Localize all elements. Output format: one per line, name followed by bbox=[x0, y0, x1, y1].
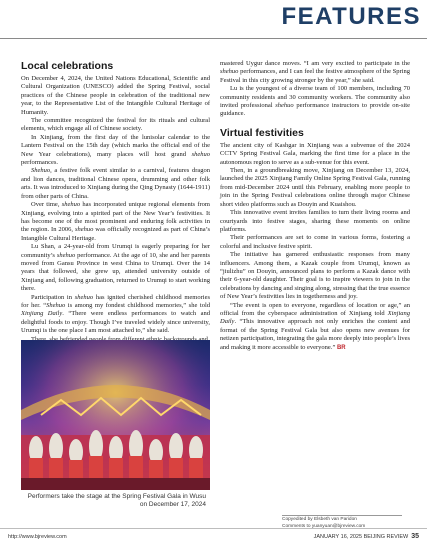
paragraph: Participation in shehuo has ignited cherished childhood memories for her. “Shehuo is among my fondest childhood memories,” she told Xinjiang Daily. “There were endless performances to watch and delightful foods to enjoy. Though I’ve traveled widely since university, Urumqi is the one place I am most attached to,” she said. bbox=[21, 293, 210, 335]
right-column bbox=[220, 60, 410, 352]
header-divider bbox=[0, 38, 427, 39]
paragraph: This innovative event invites families to turn their living rooms and courtyards into festive stages, sharing these moments on online platforms. bbox=[220, 209, 410, 233]
paragraph: The initiative has garnered enthusiastic responses from many influencers. Among them, a Kazak couple from Urumqi, known as “jiulizhu” on Douyin, announced plans to perform a Kazak dance with their 6-year-old daughter. Their goal is to inspire viewers to join in the celebrations by dancing and singing along, stressing that the true essence of New Year’s festivities lies in togetherness and joy. bbox=[220, 251, 410, 301]
footer-divider bbox=[0, 528, 427, 529]
issue-label: JANUARY 16, 2025 BEIJING REVIEW bbox=[313, 534, 409, 540]
section-heading-virtual: Virtual festivities bbox=[220, 126, 304, 139]
paragraph: On December 4, 2024, the United Nations Educational, Scientific and Cultural Organization (UNESCO) added the Spring Festival, social practices of the Chinese people in celebration of the traditional new year, to the Representative List of the Intangible Cultural Heritage of Humanity. bbox=[21, 75, 210, 116]
page-number: 35 bbox=[411, 533, 419, 540]
photo-caption: Performers take the stage at the Spring Festival Gala in Wusu on December 17, 2024 bbox=[27, 493, 206, 508]
paragraph-final-text: “The event is open to everyone, regardless of location or age,” an official from the cyberspace administration of Xinjiang told Xinjiang Daily. “This innovative approach not only enriches the content and format of the Spring Festival Gala but also opens new avenues for netizen participation, integrating the gala more deeply into people’s lives and making it more accessible to everyone.” bbox=[220, 301, 410, 351]
left-column bbox=[21, 60, 210, 344]
comments-line: Comments to yuanyuan@bjreview.com bbox=[282, 523, 366, 529]
end-mark: BR bbox=[336, 344, 346, 351]
footer-issue bbox=[314, 533, 419, 540]
paragraph: Over time, shehuo has incorporated unique regional elements from Xinjiang, evolving into a spirited part of the New Year’s festivities. It has become one of the most prominent and enduring folk activities in the region. In 2006, shehuo was officially recognized as part of China’s Intangible Cultural Heritage. bbox=[21, 201, 210, 242]
paragraph: Lu Shan, a 24-year-old from Urumqi is eagerly preparing for her community’s shehuo performance. At the age of 10, she and her parents moved from Gansu Province in west China to Urumqi. Over the 14 years that followed, she grew up, attended university outside of Xinjiang and, following graduation, returned to Urumqi to start working there. bbox=[21, 243, 210, 293]
section-heading-local: Local celebrations bbox=[21, 60, 114, 72]
paragraph: Shehuo, a festive folk event similar to a carnival, features dragon and lion dances, traditional Chinese opera, drumming and other folk arts. It was introduced to Xinjiang during the Qing Dynasty (1644-1911) from other parts of China. bbox=[21, 167, 210, 200]
paragraph: In Xinjiang, from the first day of the lunisolar calendar to the Lantern Festival on the 15th day (which marks the official end of the New Year celebrations), many places will host grand shehuo performances. bbox=[21, 133, 210, 167]
paragraph: The committee recognized the festival for its rituals and cultural elements, which engage all of Chinese society. bbox=[21, 117, 210, 133]
paragraph: Then, in a groundbreaking move, Xinjiang on December 13, 2024, launched the 2025 Xinjiang Family Online Spring Festival Gala, running from mid-December 2024 until this February, enabling more people to join in the Spring Festival celebrations online through major Chinese short video platforms such as Douyin and Kuaishou. bbox=[220, 167, 410, 208]
caption-area bbox=[21, 490, 210, 520]
paragraph: Their performances are set to come in various forms, fostering a colorful and inclusive festive spirit. bbox=[220, 234, 410, 250]
paragraph: mastered Uygur dance moves. “I am very excited to participate in the shehuo performances, and I can feel the festive atmosphere of the Spring Festival in this city growing stronger by the year,” she said. bbox=[220, 60, 410, 84]
paragraph: Lu is the youngest of a diverse team of 100 members, including 70 community residents and 30 community workers. The community also invited professional shehuo performance instructors to provide on-site guidance. bbox=[220, 85, 410, 118]
copyedit-line: Copyedited by Elsbeth van Paridon bbox=[282, 517, 357, 522]
paragraph-final bbox=[220, 302, 410, 352]
section-title: FEATURES bbox=[281, 3, 421, 30]
performance-photo bbox=[21, 340, 210, 490]
paragraph: The ancient city of Kashgar in Xinjiang was a subvenue of the 2024 CCTV Spring Festival Gala, marking the first time for a place in the autonomous region to serve as a sub-venue for this event. bbox=[220, 141, 410, 166]
stage-illustration bbox=[21, 340, 210, 490]
footer-url[interactable]: http://www.bjreview.com bbox=[8, 534, 67, 540]
